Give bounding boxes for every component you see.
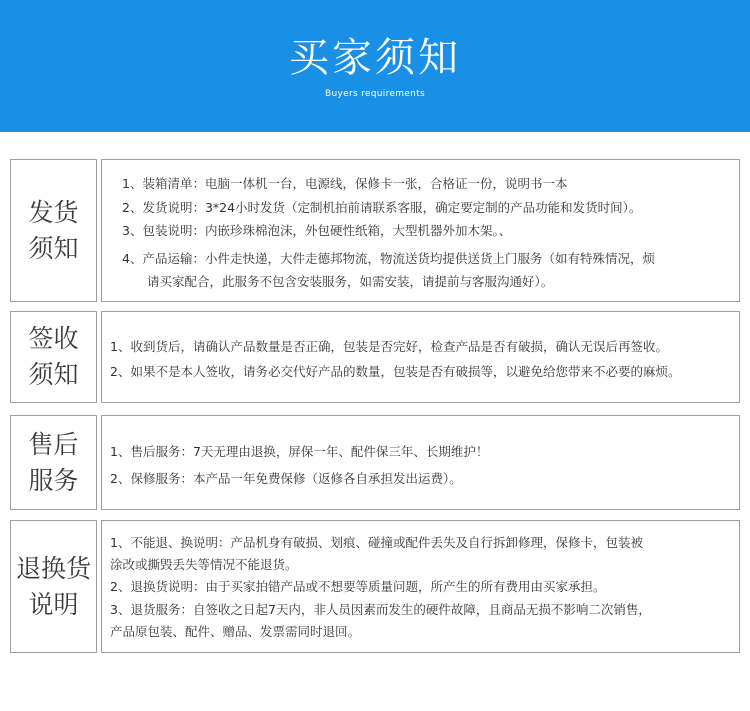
info-line: 2、如果不是本人签收，请务必交代好产品的数量，包装是否有破损等，以避免给您带来不必要的麻烦。 <box>110 364 681 379</box>
section-after-sales <box>10 415 740 510</box>
section-label <box>10 520 97 653</box>
section-label-line: 须知 <box>28 233 79 263</box>
info-line: 2、发货说明：3*24小时发货（定制机拍前请联系客服，确定要定制的产品功能和发货时间）。 <box>122 200 642 215</box>
section-content <box>101 520 740 653</box>
info-line: 2、退换货说明：由于买家拍错产品或不想要等质量问题，所产生的所有费用由买家承担。 <box>110 579 606 594</box>
section-label <box>10 159 97 302</box>
info-line: 产品原包装、配件、赠品、发票需同时退回。 <box>110 624 361 639</box>
section-label <box>10 311 97 403</box>
info-line: 1、不能退、换说明：产品机身有破损、划痕、碰撞或配件丢失及自行拆卸修理，保修卡，包装被 <box>110 535 643 550</box>
section-label <box>10 415 97 510</box>
info-line: 涂改或撕毁丢失等情况不能退货。 <box>110 557 298 572</box>
info-line: 2、保修服务：本产品一年免费保修（返修各自承担发出运费）。 <box>110 471 462 486</box>
info-line: 3、包装说明：内嵌珍珠棉泡沫，外包硬性纸箱，大型机器外加木架。、 <box>122 223 512 238</box>
header-banner <box>0 0 750 132</box>
section-content <box>101 415 740 510</box>
info-line: 3、退货服务：自签收之日起7天内，非人员因素而发生的硬件故障，且商品无损不影响二次销售， <box>110 602 651 617</box>
section-label-line: 说明 <box>28 589 79 619</box>
info-line: 1、装箱清单：电脑一体机一台，电源线，保修卡一张，合格证一份，说明书一本 <box>122 176 568 191</box>
page-subtitle: Buyers requirements <box>325 89 425 99</box>
section-label-line: 签收 <box>28 324 79 353</box>
section-label-line: 售后 <box>28 429 79 459</box>
section-receipt <box>10 311 740 403</box>
info-line: 4、产品运输：小件走快递，大件走德邦物流，物流送货均提供送货上门服务（如有特殊情况，烦 <box>122 251 655 266</box>
section-label-line: 退换货 <box>15 553 91 583</box>
page-title: 买家须知 <box>289 35 461 81</box>
info-line: 请买家配合，此服务不包含安装服务，如需安装，请提前与客服沟通好）。 <box>147 274 554 289</box>
section-content <box>101 311 740 403</box>
section-shipping <box>10 159 740 302</box>
info-line: 1、收到货后，请确认产品数量是否正确，包装是否完好，检查产品是否有破损，确认无误后再签收。 <box>110 339 668 354</box>
section-content <box>101 159 740 302</box>
section-label-line: 须知 <box>28 360 79 389</box>
section-label-line: 发货 <box>28 197 79 227</box>
section-returns <box>10 520 740 653</box>
section-label-line: 服务 <box>28 465 79 495</box>
info-line: 1、售后服务：7天无理由退换，屏保一年、配件保三年、长期维护！ <box>110 444 489 459</box>
